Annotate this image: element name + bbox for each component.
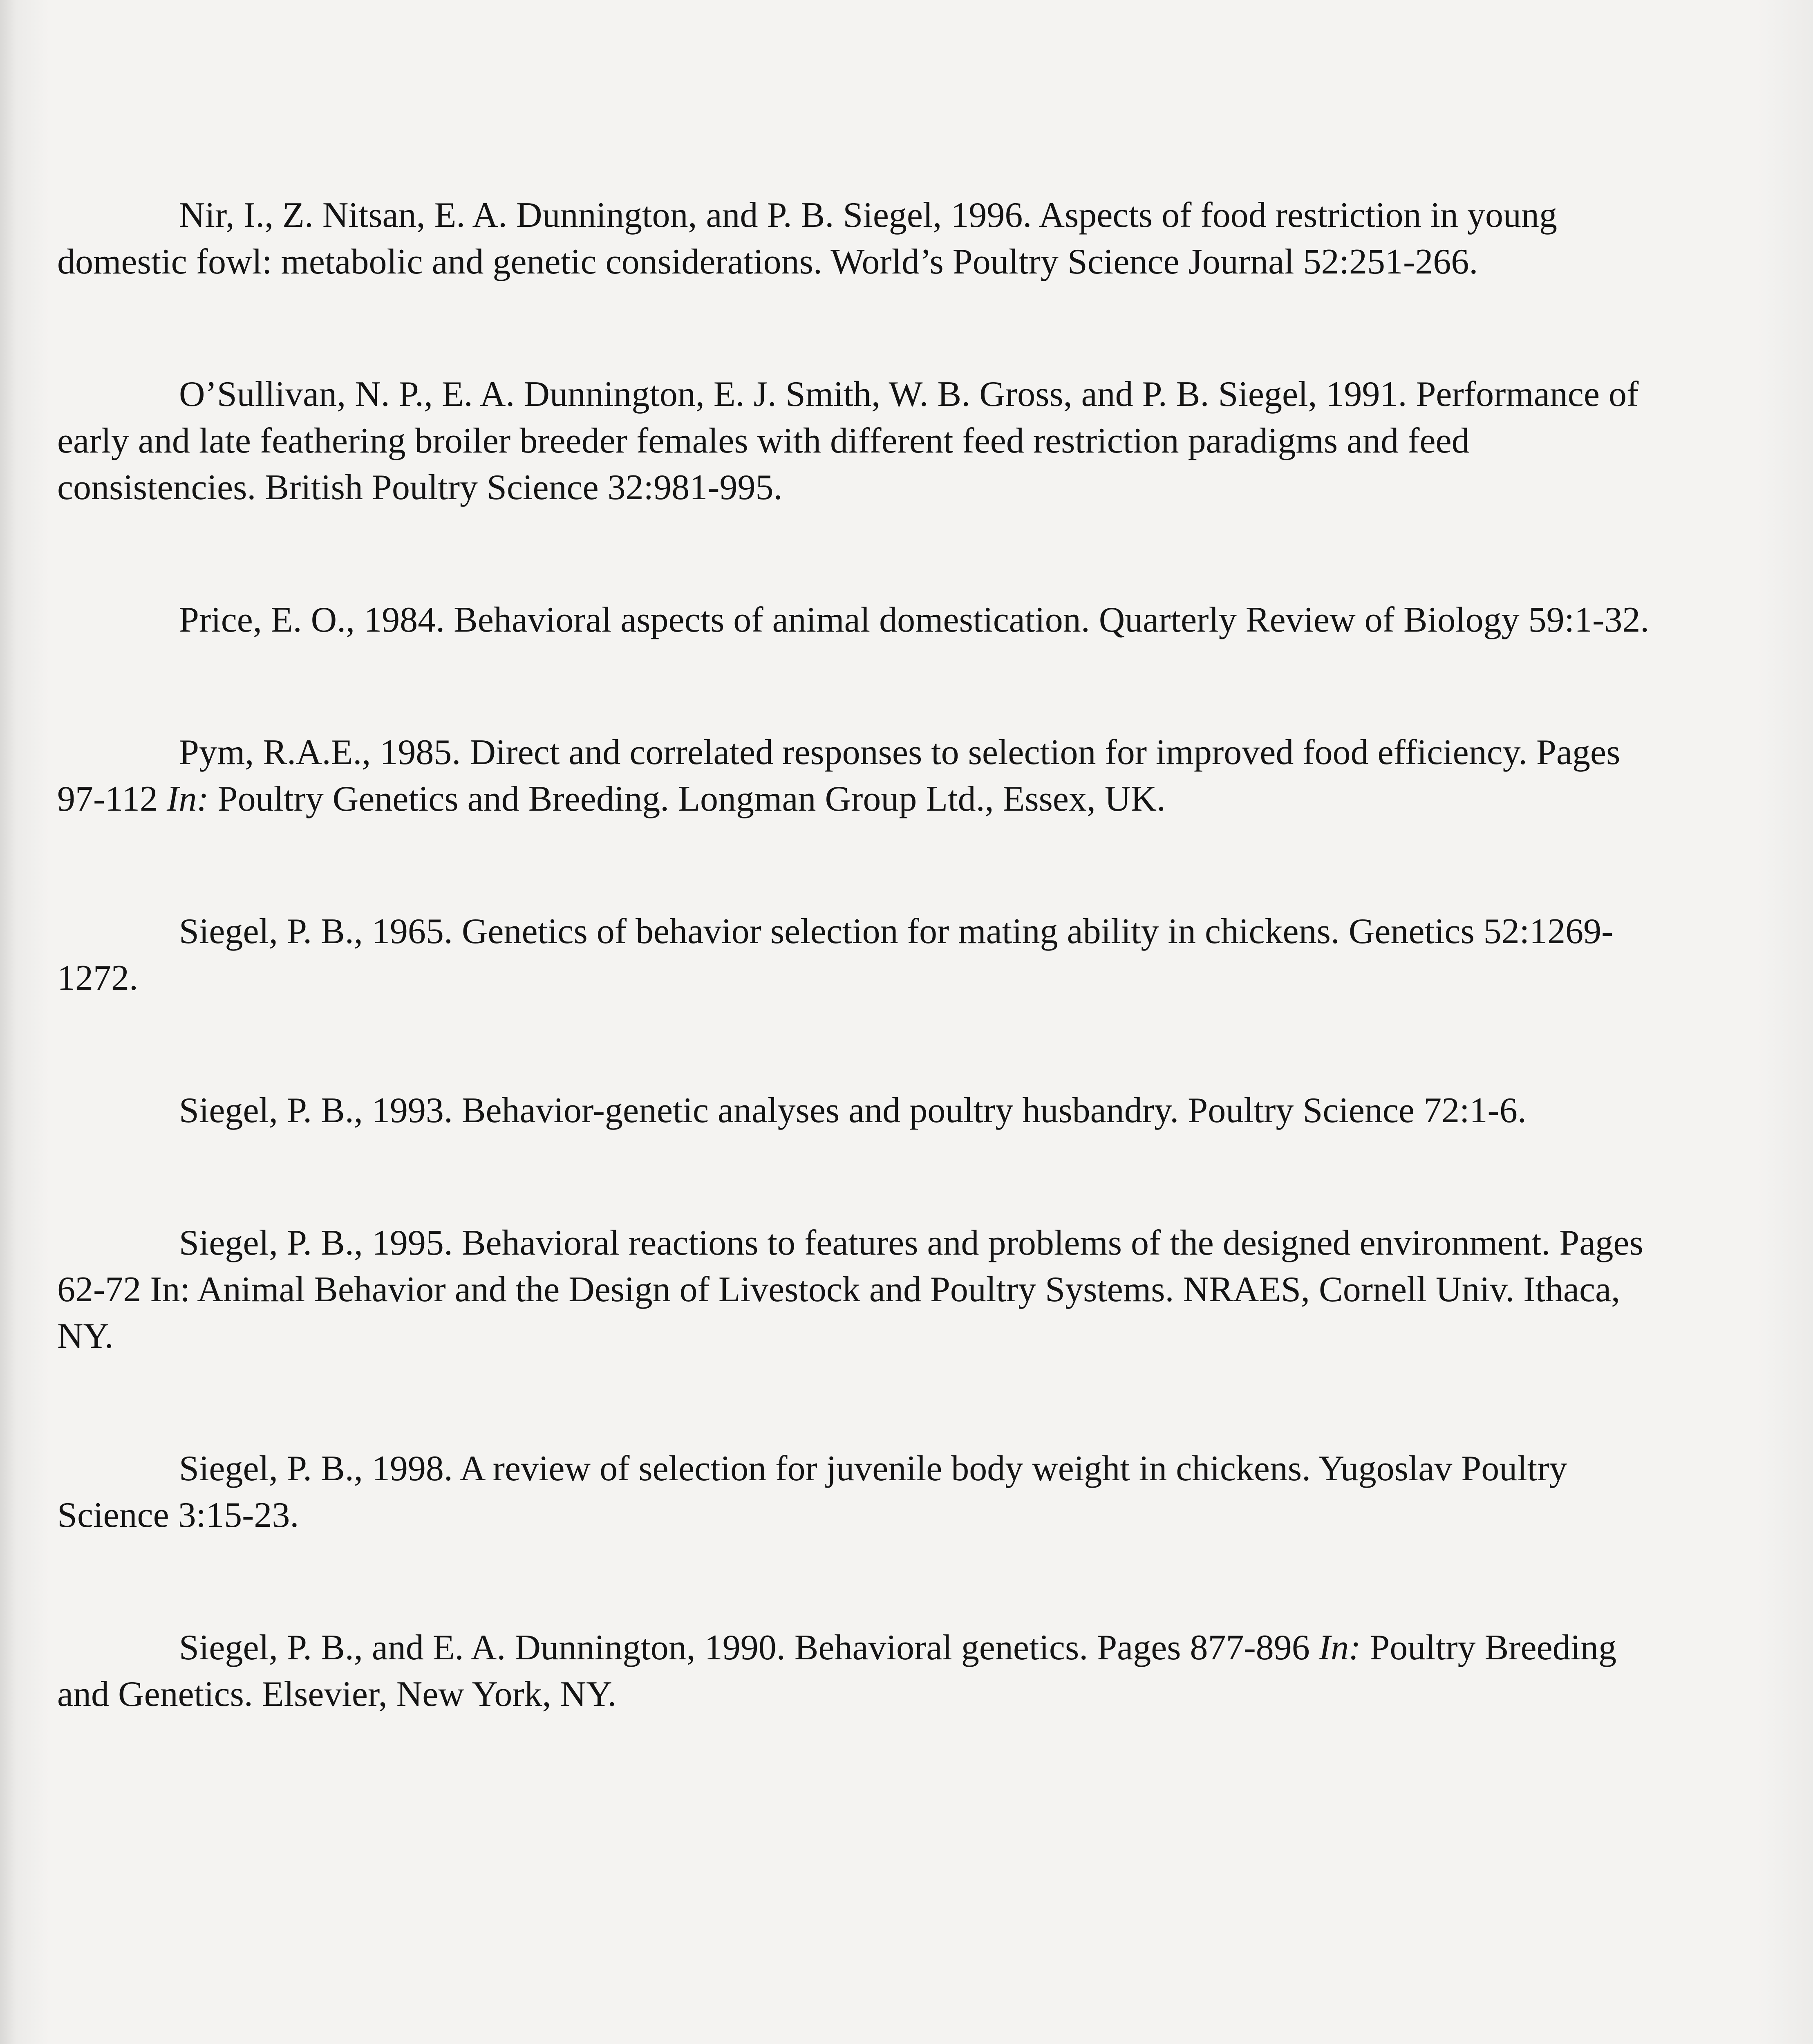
reference-osullivan-1991: O’Sullivan, N. P., E. A. Dunnington, E. J. Smith, W. B. Gross, and P. B. Siegel, 1991. Performance of early and late feathering broiler breeder females with different feed restriction paradigms and feed consistencies. British Poultry Science 32:981-995. [57, 374, 1639, 507]
reference-italic-in: In: [1318, 1628, 1361, 1667]
reference-nir-1996: Nir, I., Z. Nitsan, E. A. Dunnington, and P. B. Siegel, 1996. Aspects of food restriction in young domestic fowl: metabolic and genetic considerations. World’s Poultry Science Journal 52:251-266. [57, 195, 1557, 282]
reference-list [57, 192, 1668, 1804]
reference-pym-1985 [57, 729, 1668, 823]
reference-italic-in: In: [167, 779, 209, 819]
reference-price-1984: Price, E. O., 1984. Behavioral aspects of animal domestication. Quarterly Review of Biology 59:1-32. [179, 600, 1650, 640]
reference-text: Poultry Genetics and Breeding. Longman Group Ltd., Essex, UK. [208, 779, 1166, 819]
reference-siegel-1993: Siegel, P. B., 1993. Behavior-genetic analyses and poultry husbandry. Poultry Science 72:1-6. [179, 1091, 1527, 1130]
reference-siegel-1965: Siegel, P. B., 1965. Genetics of behavior selection for mating ability in chickens. Genetics 52:1269-1272. [57, 912, 1614, 998]
reference-siegel-1995: Siegel, P. B., 1995. Behavioral reactions to features and problems of the designed environment. Pages 62-72 In: Animal Behavior and the Design of Livestock and Poultry Systems. NRAES, Cornell Univ. Ithaca, NY. [57, 1223, 1643, 1356]
reference-text: Siegel, P. B., and E. A. Dunnington, 1990. Behavioral genetics. Pages 877-896 [179, 1628, 1319, 1667]
reference-siegel-1998: Siegel, P. B., 1998. A review of selection for juvenile body weight in chickens. Yugoslav Poultry Science 3:15-23. [57, 1449, 1567, 1535]
reference-text: Poultry Breeding and Genetics. Elsevier, New York, NY. [57, 1628, 1617, 1714]
reference-text: Pym, R.A.E., 1985. Direct and correlated responses to selection for improved food efficiency. Pages 97-112 [57, 733, 1621, 819]
reference-siegel-dunnington-1990 [57, 1625, 1668, 1718]
